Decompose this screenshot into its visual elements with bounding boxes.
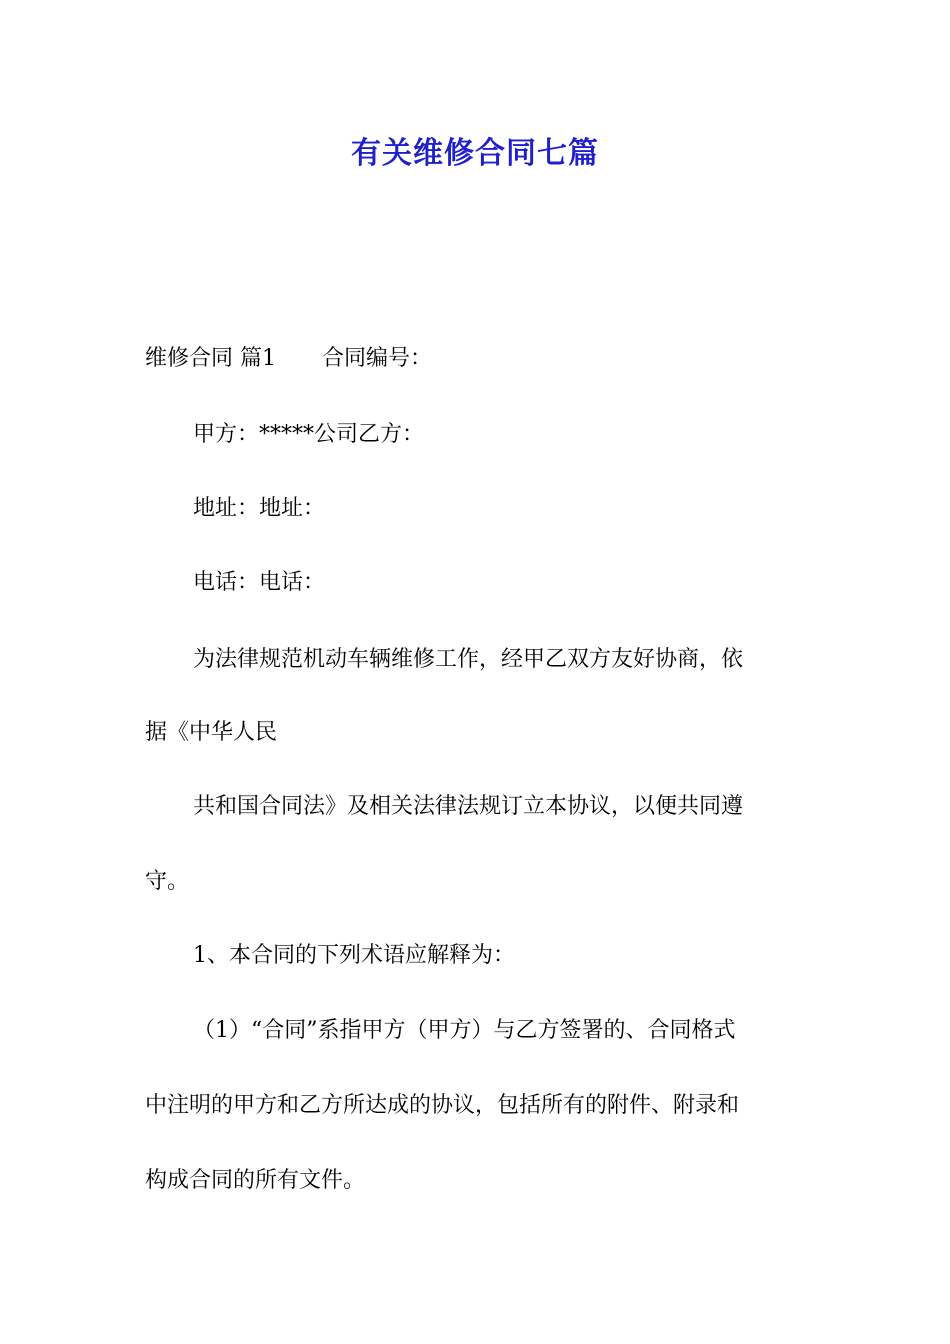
- address-line: 地址：地址：: [193, 496, 326, 521]
- clause-line: 中注明的甲方和乙方所达成的协议，包括所有的附件、附录和: [145, 1093, 740, 1118]
- clause-line: （1）“合同”系指甲方（甲方）与乙方签署的、合同格式: [193, 1018, 736, 1043]
- document-title: 有关维修合同七篇: [351, 136, 599, 171]
- paragraph-line: 据《中华人民: [145, 720, 278, 745]
- contract-heading-part: 维修合同 篇1: [145, 346, 276, 371]
- paragraph-line: 为法律规范机动车辆维修工作，经甲乙双方友好协商，依: [193, 647, 744, 672]
- party-line: 甲方：*****公司乙方：: [193, 422, 425, 447]
- clause-line: 构成合同的所有文件。: [145, 1168, 366, 1193]
- paragraph-line: 共和国合同法》及相关法律法规订立本协议，以便共同遵: [193, 794, 744, 819]
- paragraph-line: 守。: [145, 869, 190, 894]
- phone-line: 电话：电话：: [193, 570, 326, 595]
- contract-heading: [145, 344, 432, 374]
- clause-heading: 1、本合同的下列术语应解释为：: [193, 943, 515, 968]
- contract-number-label: 合同编号：: [322, 346, 433, 371]
